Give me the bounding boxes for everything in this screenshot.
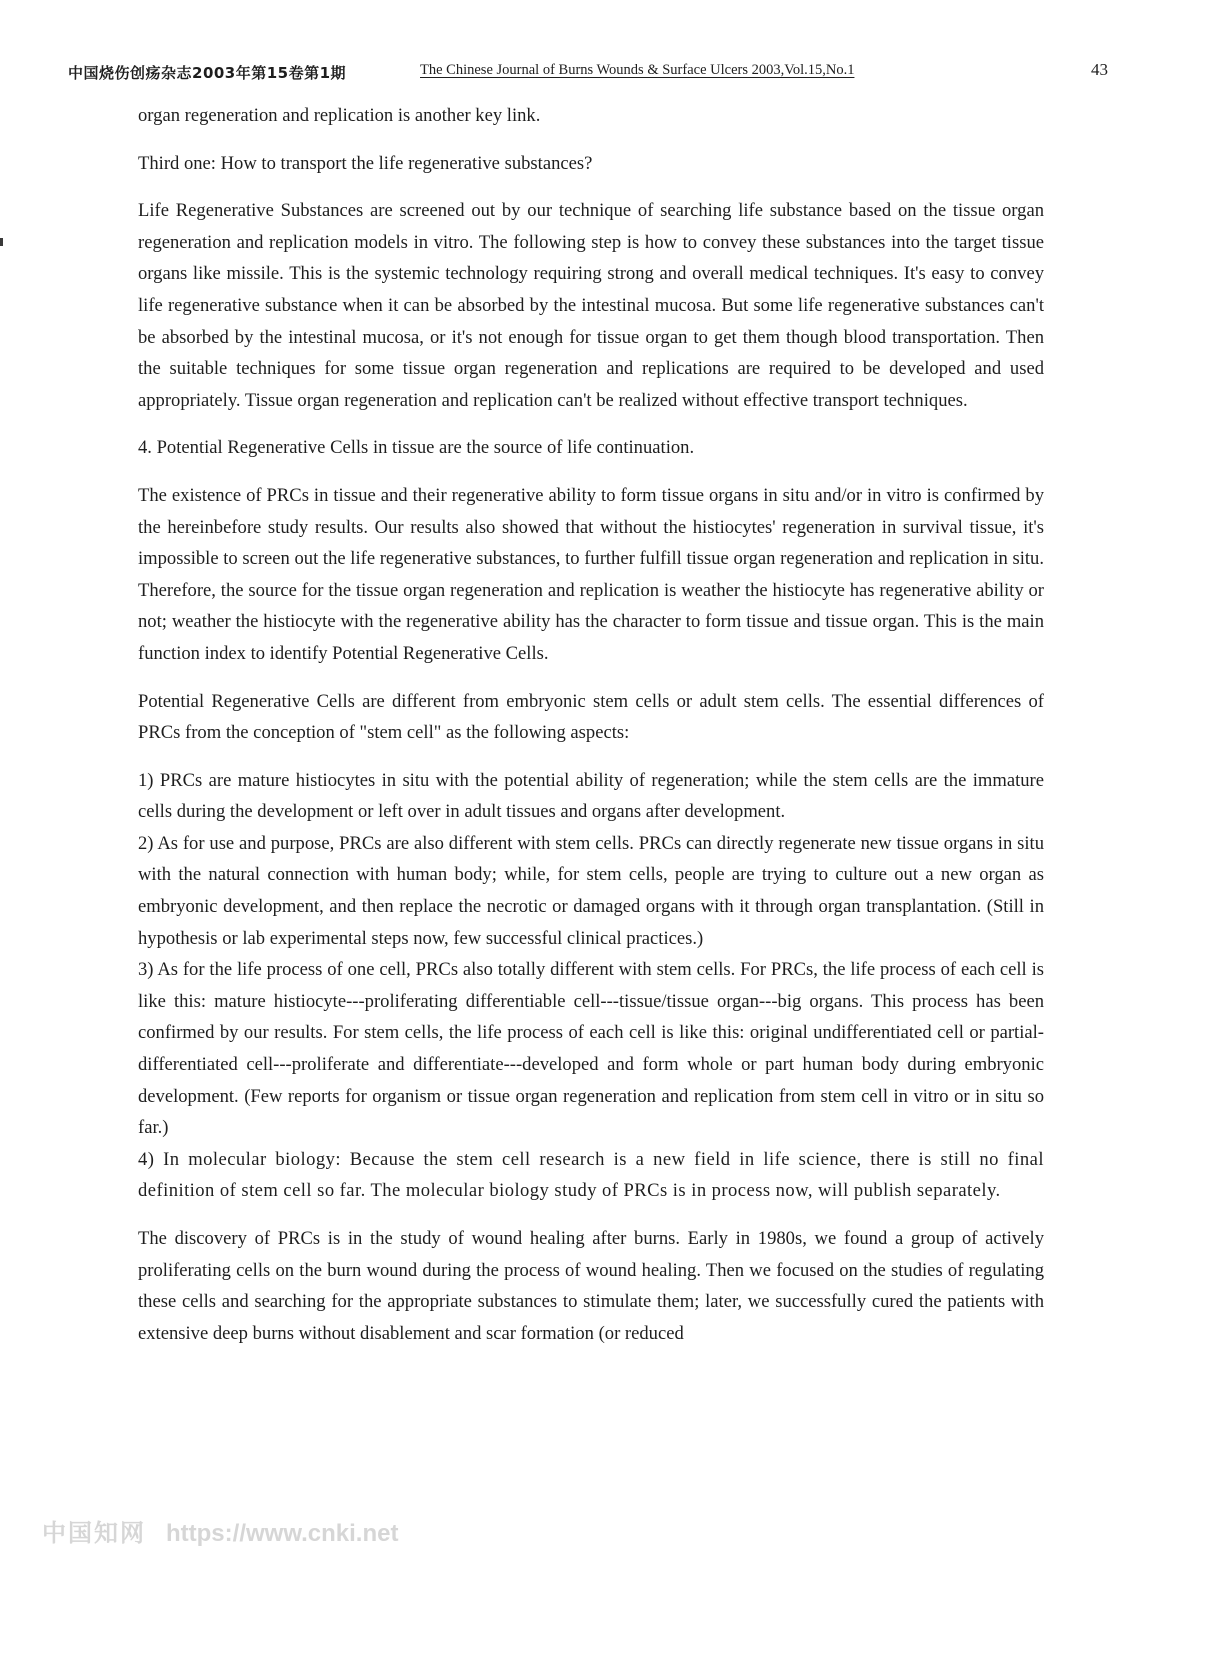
list-item-difference-2: 2) As for use and purpose, PRCs are also different with stem cells. PRCs can directly regenerate new tissue organs in situ with the natural connection with human body; while, for stem cells, people are trying to culture out a new organ as embryonic development, and then replace the necrotic or damaged organs with it through organ transplantation. (Still in hypothesis or lab experimental steps now, few successful clinical practices.) (138, 832, 1044, 949)
paragraph-transport-techniques: Life Regenerative Substances are screened out by our technique of searching life substance based on the tissue organ regeneration and replication models in vitro. The following step is how to convey these substances into the target tissue organs like missile. This is the systemic technology requiring strong and overall medical techniques. It's easy to convey life regenerative substance when it can be absorbed by the intestinal mucosa. But some life regenerative substances can't be absorbed by the intestinal mucosa, or it's not enough for tissue organ to get them though blood transportation. Then the suitable techniques for some tissue organ regeneration and replications are required to be developed and used appropriately. Tissue organ regeneration and replication can't be realized without effective transport techniques. (138, 200, 1044, 411)
article-body (138, 100, 1044, 1365)
journal-title-english-text: The Chinese Journal of Burns Wounds & Surface Ulcers 2003,Vol.15,No.1 (420, 62, 855, 78)
list-item-difference-4: 4) In molecular biology: Because the stem cell research is a new field in life science, there is still no final definition of stem cell so far. The molecular biology study of PRCs is in process now, will publish separately. (138, 1148, 1044, 1202)
list-item-difference-3: 3) As for the life process of one cell, PRCs also totally different with stem cells. For PRCs, the life process of each cell is like this: mature histiocyte---proliferating differentiable cell---tissue/tissue organ---big organs. This process has been confirmed by our results. For stem cells, the life process of each cell is like this: original undifferentiated cell or partial-differentiated cell---proliferate and differentiate---developed and form whole or part human body during embryonic development. (Few reports for organism or tissue organ regeneration and replication from stem cell in vitro or in situ so far.) (138, 959, 1044, 1139)
paragraph-continuation: organ regeneration and replication is another key link. (138, 105, 541, 126)
paragraph-discovery: The discovery of PRCs is in the study of wound healing after burns. Early in 1980s, we found a group of actively proliferating cells on the burn wound during the process of wound healing. Then we focused on the studies of regulating these cells and searching for the appropriate substances to stimulate them; later, we successfully cured the patients with extensive deep burns without disablement and scar formation (or reduced (138, 1228, 1044, 1344)
section-heading-prcs: 4. Potential Regenerative Cells in tissue are the source of life continuation. (138, 437, 695, 459)
paragraph-question-transport: Third one: How to transport the life regenerative substances? (138, 152, 593, 174)
journal-title-chinese: 中国烧伤创疡杂志2003年第15卷第1期 (68, 64, 347, 82)
paragraph-prcs-differences: Potential Regenerative Cells are different from embryonic stem cells or adult stem cells. The essential differences of PRCs from the conception of "stem cell" as the following aspects: (138, 690, 1044, 744)
scan-edge-mark (0, 238, 3, 246)
running-header (68, 58, 1108, 88)
watermark-url: https://www.cnki.net (166, 1520, 399, 1547)
watermark-site-name: 中国知网 (42, 1519, 146, 1547)
paragraph-prcs-existence: The existence of PRCs in tissue and their regenerative ability to form tissue organs in situ and/or in vitro is confirmed by the hereinbefore study results. Our results also showed that without the histiocytes' regeneration in survival tissue, it's impossible to screen out the life regenerative substances, to further fulfill tissue organ regeneration and replication in situ. Therefore, the source for the tissue organ regeneration and replication is weather the histiocyte has regenerative ability or not; weather the histiocyte with the regenerative ability has the character to form tissue and tissue organ. This is the main function index to identify Potential Regenerative Cells. (138, 484, 1044, 664)
cnki-watermark (42, 1513, 398, 1553)
list-item-difference-1: 1) PRCs are mature histiocytes in situ with the potential ability of regeneration; while the stem cells are the immature cells during the development or left over in adult tissues and organs after development. (138, 769, 1044, 823)
journal-title-english (420, 62, 854, 79)
page-number: 43 (1091, 60, 1108, 79)
